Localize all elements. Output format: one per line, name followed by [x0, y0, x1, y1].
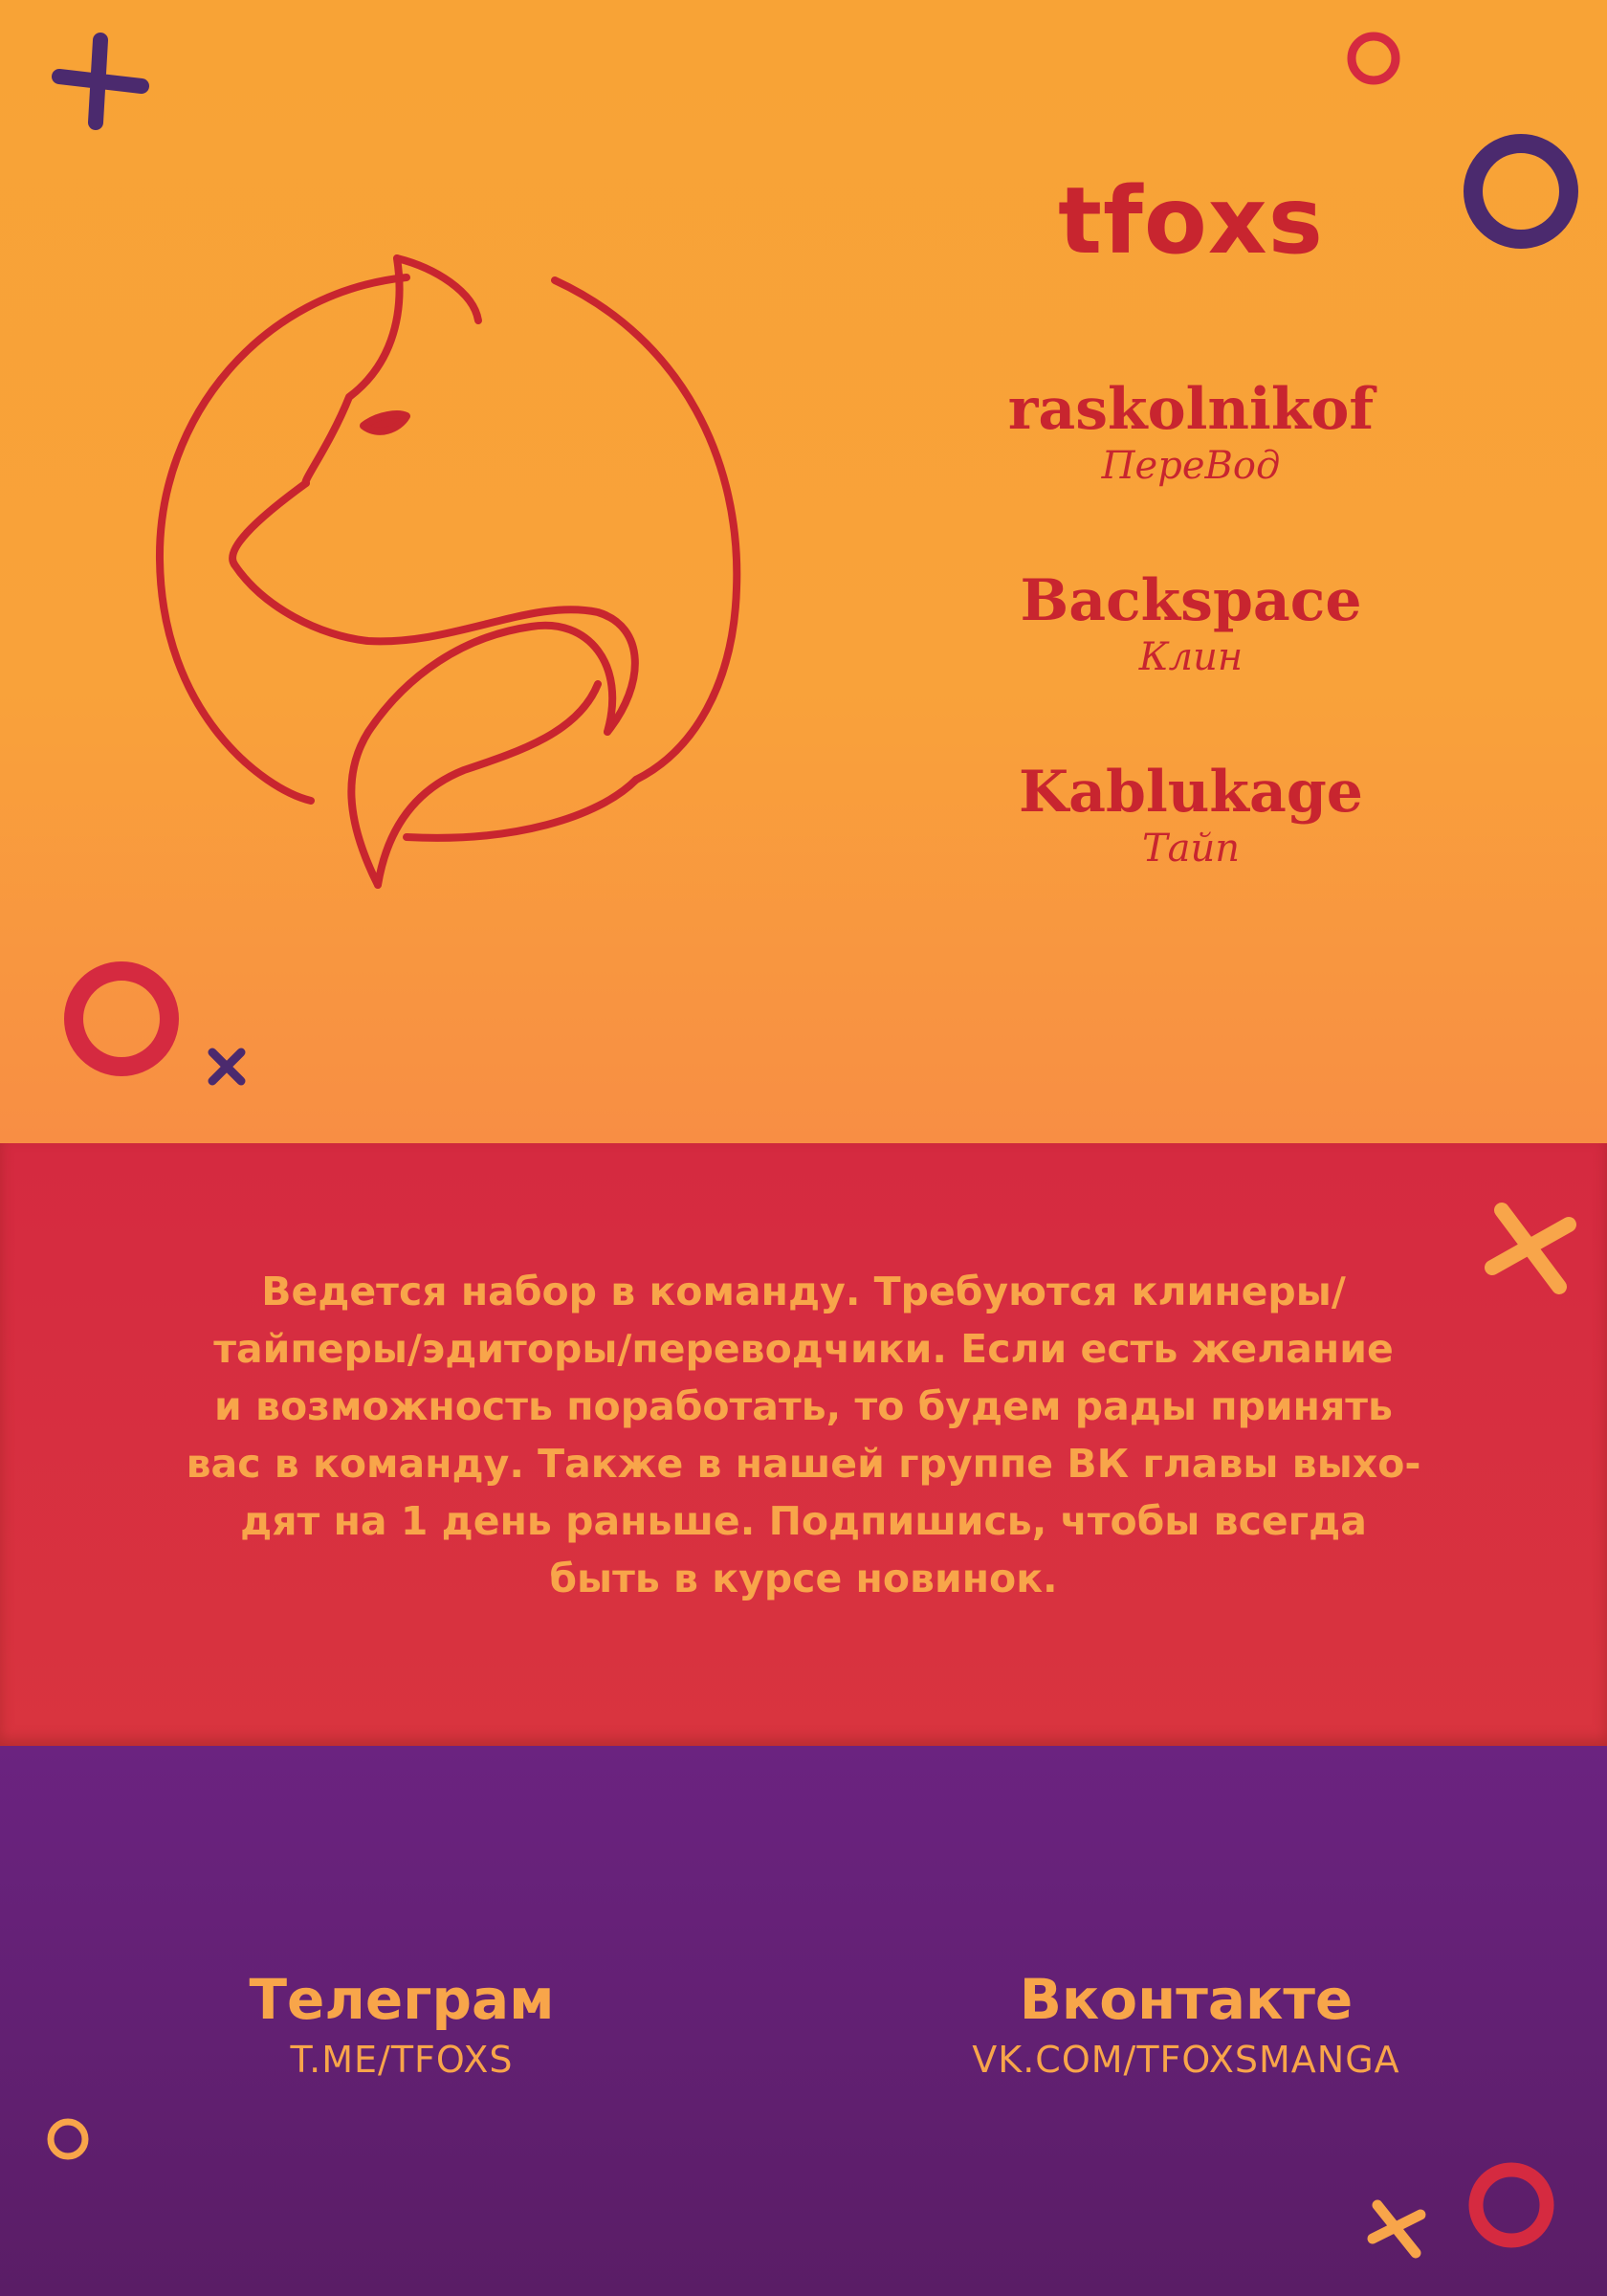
member-role: Тайп [1141, 827, 1241, 871]
team-name: tfoxs [1058, 167, 1324, 275]
notice-line: тайперы/эдиторы/переводчики. Если есть желание [213, 1326, 1394, 1372]
ring-icon [1464, 2157, 1559, 2253]
notice-line: быть в курсе новинок. [549, 1556, 1058, 1601]
member-credit [947, 761, 1435, 873]
vk-title: Вконтакте [1019, 1967, 1354, 2032]
telegram-title: Телеграм [249, 1967, 555, 2032]
member-role: ПереВод [1101, 444, 1281, 488]
member-name: Kablukage [1019, 759, 1363, 826]
plus-icon [48, 29, 153, 134]
member-name: raskolnikof [1007, 376, 1375, 443]
ring-icon [59, 957, 184, 1081]
cross-icon [1473, 1191, 1588, 1306]
member-name: Backspace [1020, 567, 1362, 634]
vk-url[interactable]: VK.COM/TFOXSMANGA [972, 2039, 1400, 2081]
vk-link[interactable] [918, 1966, 1454, 2086]
recruitment-notice [134, 1263, 1473, 1607]
notice-line: дят на 1 день раньше. Подпишись, чтобы всегда [240, 1498, 1367, 1544]
telegram-url[interactable]: T.ME/TFOXS [290, 2039, 514, 2081]
notice-line: и возможность поработать, то будем рады принять [214, 1383, 1393, 1429]
ring-icon [1344, 29, 1403, 88]
member-credit [947, 569, 1435, 682]
notice-line: Ведется набор в команду. Требуются клинеры/ [261, 1269, 1346, 1314]
notice-line: вас в команду. Также в нашей группе ВК главы выхо- [186, 1441, 1421, 1487]
fox-logo-icon [148, 234, 760, 894]
cross-icon [203, 1043, 251, 1091]
credits-section [0, 0, 1607, 1143]
cross-icon [1363, 2196, 1430, 2263]
ring-icon [43, 2114, 93, 2164]
ring-icon [1459, 129, 1583, 254]
member-credit [947, 378, 1435, 491]
telegram-link[interactable] [191, 1966, 612, 2086]
member-role: Клин [1138, 635, 1244, 679]
